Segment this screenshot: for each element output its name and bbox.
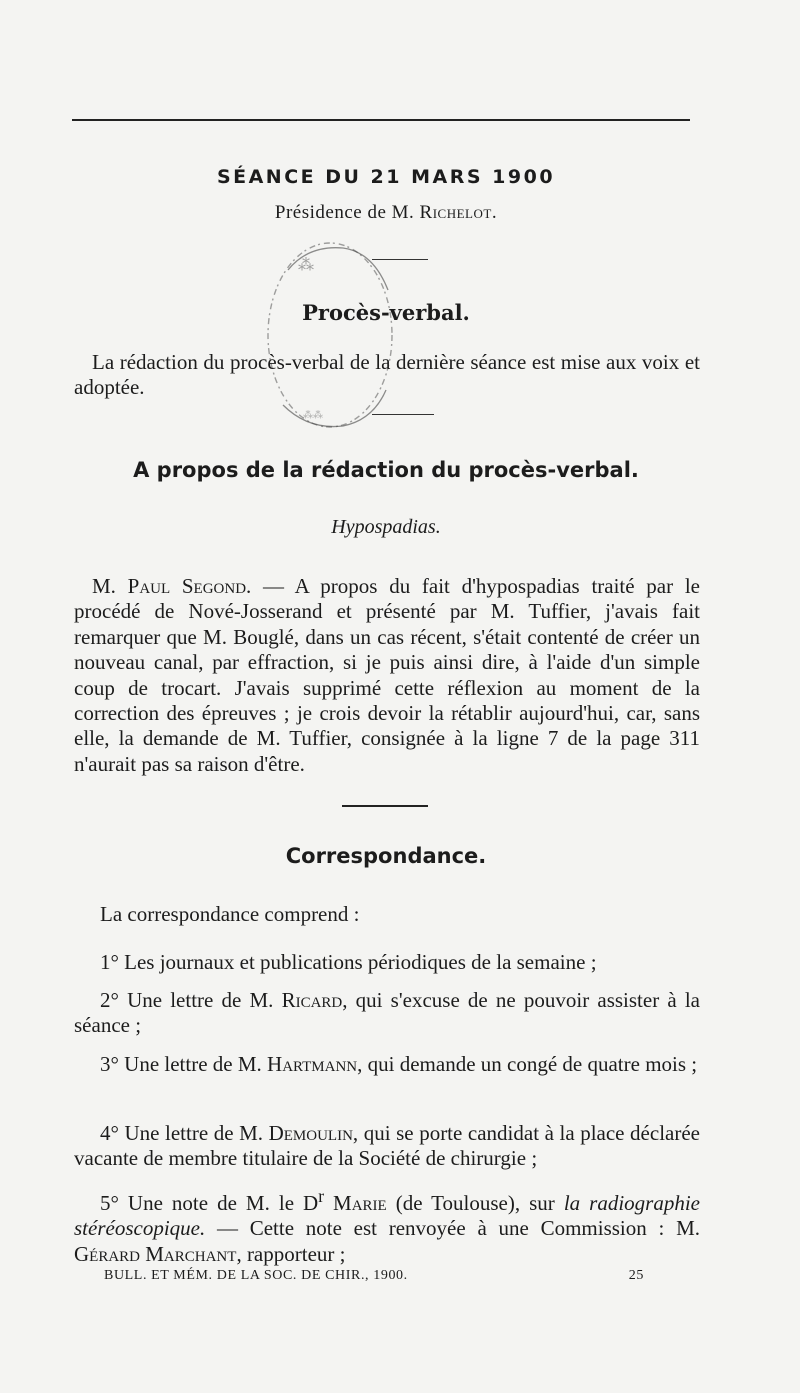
segond-text: — A propos du fait d'hypospadias traité par le procédé de Nové-Josserand et présenté par M. Tuffier, j'avais fait remarquer que M. Bouglé, dans un cas récent, s'était contenté de créer un nouveau canal, par effraction, si je puis ainsi dire, à l'aide d'un simple coup de trocart. J'avais supprimé cette réflexion au moment de la correction des épreuves ; je crois devoir la rétablir aujourd'hui, car, sans elle, la demande de M. Tuffier, consignée à la ligne 7 de la page 311 n'aurait pas sa raison d'être. (74, 574, 700, 776)
item-text: , qui demande un congé de quatre mois ; (357, 1052, 698, 1076)
svg-text:⁂⁂: ⁂⁂ (303, 410, 323, 421)
page-number: 25 (628, 1268, 644, 1283)
top-rule (72, 119, 690, 121)
journal-reference: BULL. ET MÉM. DE LA SOC. DE CHIR., 1900. (104, 1268, 408, 1283)
proces-verbal-text: La rédaction du procès-verbal de la dernière séance est mise aux voix et adoptée. (74, 350, 700, 400)
seance-heading: SÉANCE DU 21 MARS 1900 (216, 166, 556, 188)
correspondance-intro: La correspondance comprend : (100, 902, 360, 926)
speaker-name: M. Paul Segond. (92, 574, 252, 598)
presidence-prefix: Présidence de M. (274, 202, 420, 223)
president-name: Richelot. (419, 202, 498, 223)
correspondance-heading: Correspondance. (285, 844, 487, 868)
item-number: 4° (100, 1121, 119, 1145)
item-text: Une lettre de M. (118, 1052, 268, 1076)
svg-text:⁂: ⁂ (298, 255, 314, 274)
correspondance-item-4 (74, 1121, 700, 1172)
correspondance-item-1 (74, 950, 700, 975)
member-name: Marie (324, 1191, 387, 1215)
item-text: Une lettre de M. (118, 1121, 269, 1145)
item-number: 3° (100, 1052, 119, 1076)
item-text: , qui se porte candidat à la place déclarée vacante de membre titulaire de la Société de chirurgie ; (74, 1121, 700, 1171)
correspondance-item-3 (74, 1052, 700, 1077)
presidence-line (72, 202, 700, 224)
stamp-rule-top (372, 259, 428, 260)
item-number: 1° (100, 950, 119, 974)
note-title: la radiographie stéréoscopique. (74, 1191, 700, 1241)
segond-paragraph (74, 574, 700, 777)
propos-heading: A propos de la rédaction du procès-verbal. (133, 458, 639, 482)
rapporteur-name: Gérard Marchant (74, 1241, 237, 1266)
page-footer (104, 1268, 644, 1284)
hypospadias-subtitle: Hypospadias. (331, 516, 441, 538)
member-name: Ricard (281, 988, 343, 1012)
library-stamp-icon (248, 240, 438, 440)
item-text: — Cette note est renvoyée à une Commission : M. (205, 1216, 700, 1241)
item-text: , qui s'excuse de ne pouvoir assister à la séance ; (74, 988, 700, 1038)
proces-verbal-heading: Procès-verbal. (302, 300, 470, 325)
correspondance-item-5 (74, 1184, 700, 1267)
item-text: Une note de M. le D (118, 1191, 319, 1215)
item-text: , rapporteur ; (236, 1241, 346, 1266)
item-number: 5° (100, 1191, 119, 1215)
member-name: Demoulin (268, 1121, 353, 1145)
item-text: (de Toulouse), sur (386, 1191, 564, 1215)
section-divider (342, 805, 428, 807)
item-text: Les journaux et publications périodiques de la semaine ; (118, 950, 597, 974)
correspondance-item-2 (74, 988, 700, 1039)
stamp-rule-bottom (372, 414, 434, 415)
item-number: 2° (100, 988, 119, 1012)
member-name: Hartmann (267, 1052, 358, 1076)
item-text: Une lettre de M. (118, 988, 282, 1012)
doctor-superscript: r (318, 1186, 325, 1206)
